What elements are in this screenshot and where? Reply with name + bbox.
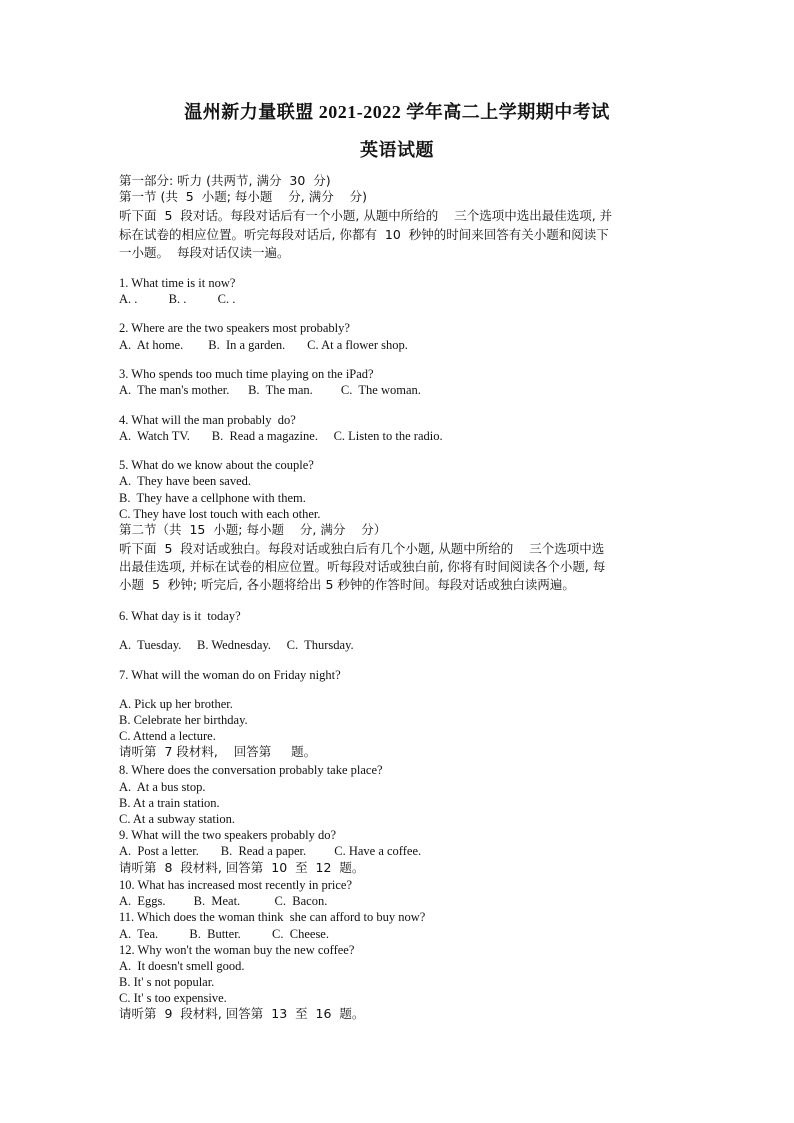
answer-option: C. It' s too expensive. <box>119 991 227 1005</box>
answer-option: C. They have lost touch with each other. <box>119 507 321 521</box>
question-text: 10. What has increased most recently in price? <box>119 878 353 892</box>
instruction-line: 小题 5 秒钟; 听完后, 各小题将给出 5 秒钟的作答时间。每段对话或独白读两遍。 <box>119 577 575 592</box>
question-text: 4. What will the man probably do? <box>119 413 296 427</box>
answer-options: A. The man's mother. B. The man. C. The woman. <box>119 383 421 397</box>
answer-options: A. Watch TV. B. Read a magazine. C. Listen to the radio. <box>119 429 443 443</box>
answer-option: A. Pick up her brother. <box>119 697 233 711</box>
answer-option: A. They have been saved. <box>119 474 252 488</box>
answer-options: A. Eggs. B. Meat. C. Bacon. <box>119 894 328 908</box>
answer-options: A. Tea. B. Butter. C. Cheese. <box>119 927 329 941</box>
question-text: 6. What day is it today? <box>119 609 241 623</box>
listening-instruction: 请听第 7 段材料, 回答第 题。 <box>119 744 317 759</box>
question-text: 3. Who spends too much time playing on the iPad? <box>119 367 374 381</box>
instruction-line: 一小题。 每段对话仅读一遍。 <box>119 245 290 260</box>
question-text: 12. Why won't the woman buy the new coffee? <box>119 943 355 957</box>
answer-options: A. . B. . C. . <box>119 292 236 306</box>
answer-options: A. Tuesday. B. Wednesday. C. Thursday. <box>119 638 354 652</box>
instruction-line: 听下面 5 段对话或独白。每段对话或独白后有几个小题, 从题中所给的 三个选项中选 <box>119 541 605 556</box>
part-2-heading: 第二节（共 15 小题; 每小题 分, 满分 分） <box>119 522 387 537</box>
answer-option: B. At a train station. <box>119 796 220 810</box>
answer-option: B. They have a cellphone with them. <box>119 491 306 505</box>
answer-option: C. At a subway station. <box>119 812 235 826</box>
question-text: 1. What time is it now? <box>119 276 236 290</box>
question-text: 11. Which does the woman think she can afford to buy now? <box>119 910 426 924</box>
question-text: 5. What do we know about the couple? <box>119 458 314 472</box>
instruction-line: 出最佳选项, 并标在试卷的相应位置。听每段对话或独白前, 你将有时间阅读各个小题, 每 <box>119 559 606 574</box>
exam-subtitle: 英语试题 <box>360 140 434 160</box>
answer-options: A. At home. B. In a garden. C. At a flower shop. <box>119 338 408 352</box>
section-1-heading: 第一部分: 听力 (共两节, 满分 30 分) <box>119 173 331 188</box>
answer-option: A. It doesn't smell good. <box>119 959 245 973</box>
instruction-line: 听下面 5 段对话。每段对话后有一个小题, 从题中所给的 三个选项中选出最佳选项, 并 <box>119 208 613 223</box>
listening-instruction: 请听第 8 段材料, 回答第 10 至 12 题。 <box>119 860 365 875</box>
answer-option: A. At a bus stop. <box>119 780 206 794</box>
listening-instruction: 请听第 9 段材料, 回答第 13 至 16 题。 <box>119 1006 365 1021</box>
answer-option: C. Attend a lecture. <box>119 729 216 743</box>
answer-option: B. Celebrate her birthday. <box>119 713 248 727</box>
part-1-heading: 第一节 (共 5 小题; 每小题 分, 满分 分) <box>119 189 367 204</box>
question-text: 8. Where does the conversation probably take place? <box>119 763 383 777</box>
instruction-line: 标在试卷的相应位置。听完每段对话后, 你都有 10 秒钟的时间来回答有关小题和阅读下 <box>119 227 609 242</box>
question-text: 9. What will the two speakers probably do? <box>119 828 337 842</box>
exam-title: 温州新力量联盟 2021-2022 学年高二上学期期中考试 <box>184 102 610 122</box>
question-text: 7. What will the woman do on Friday night? <box>119 668 341 682</box>
question-text: 2. Where are the two speakers most probably? <box>119 321 350 335</box>
answer-options: A. Post a letter. B. Read a paper. C. Have a coffee. <box>119 844 422 858</box>
answer-option: B. It' s not popular. <box>119 975 215 989</box>
